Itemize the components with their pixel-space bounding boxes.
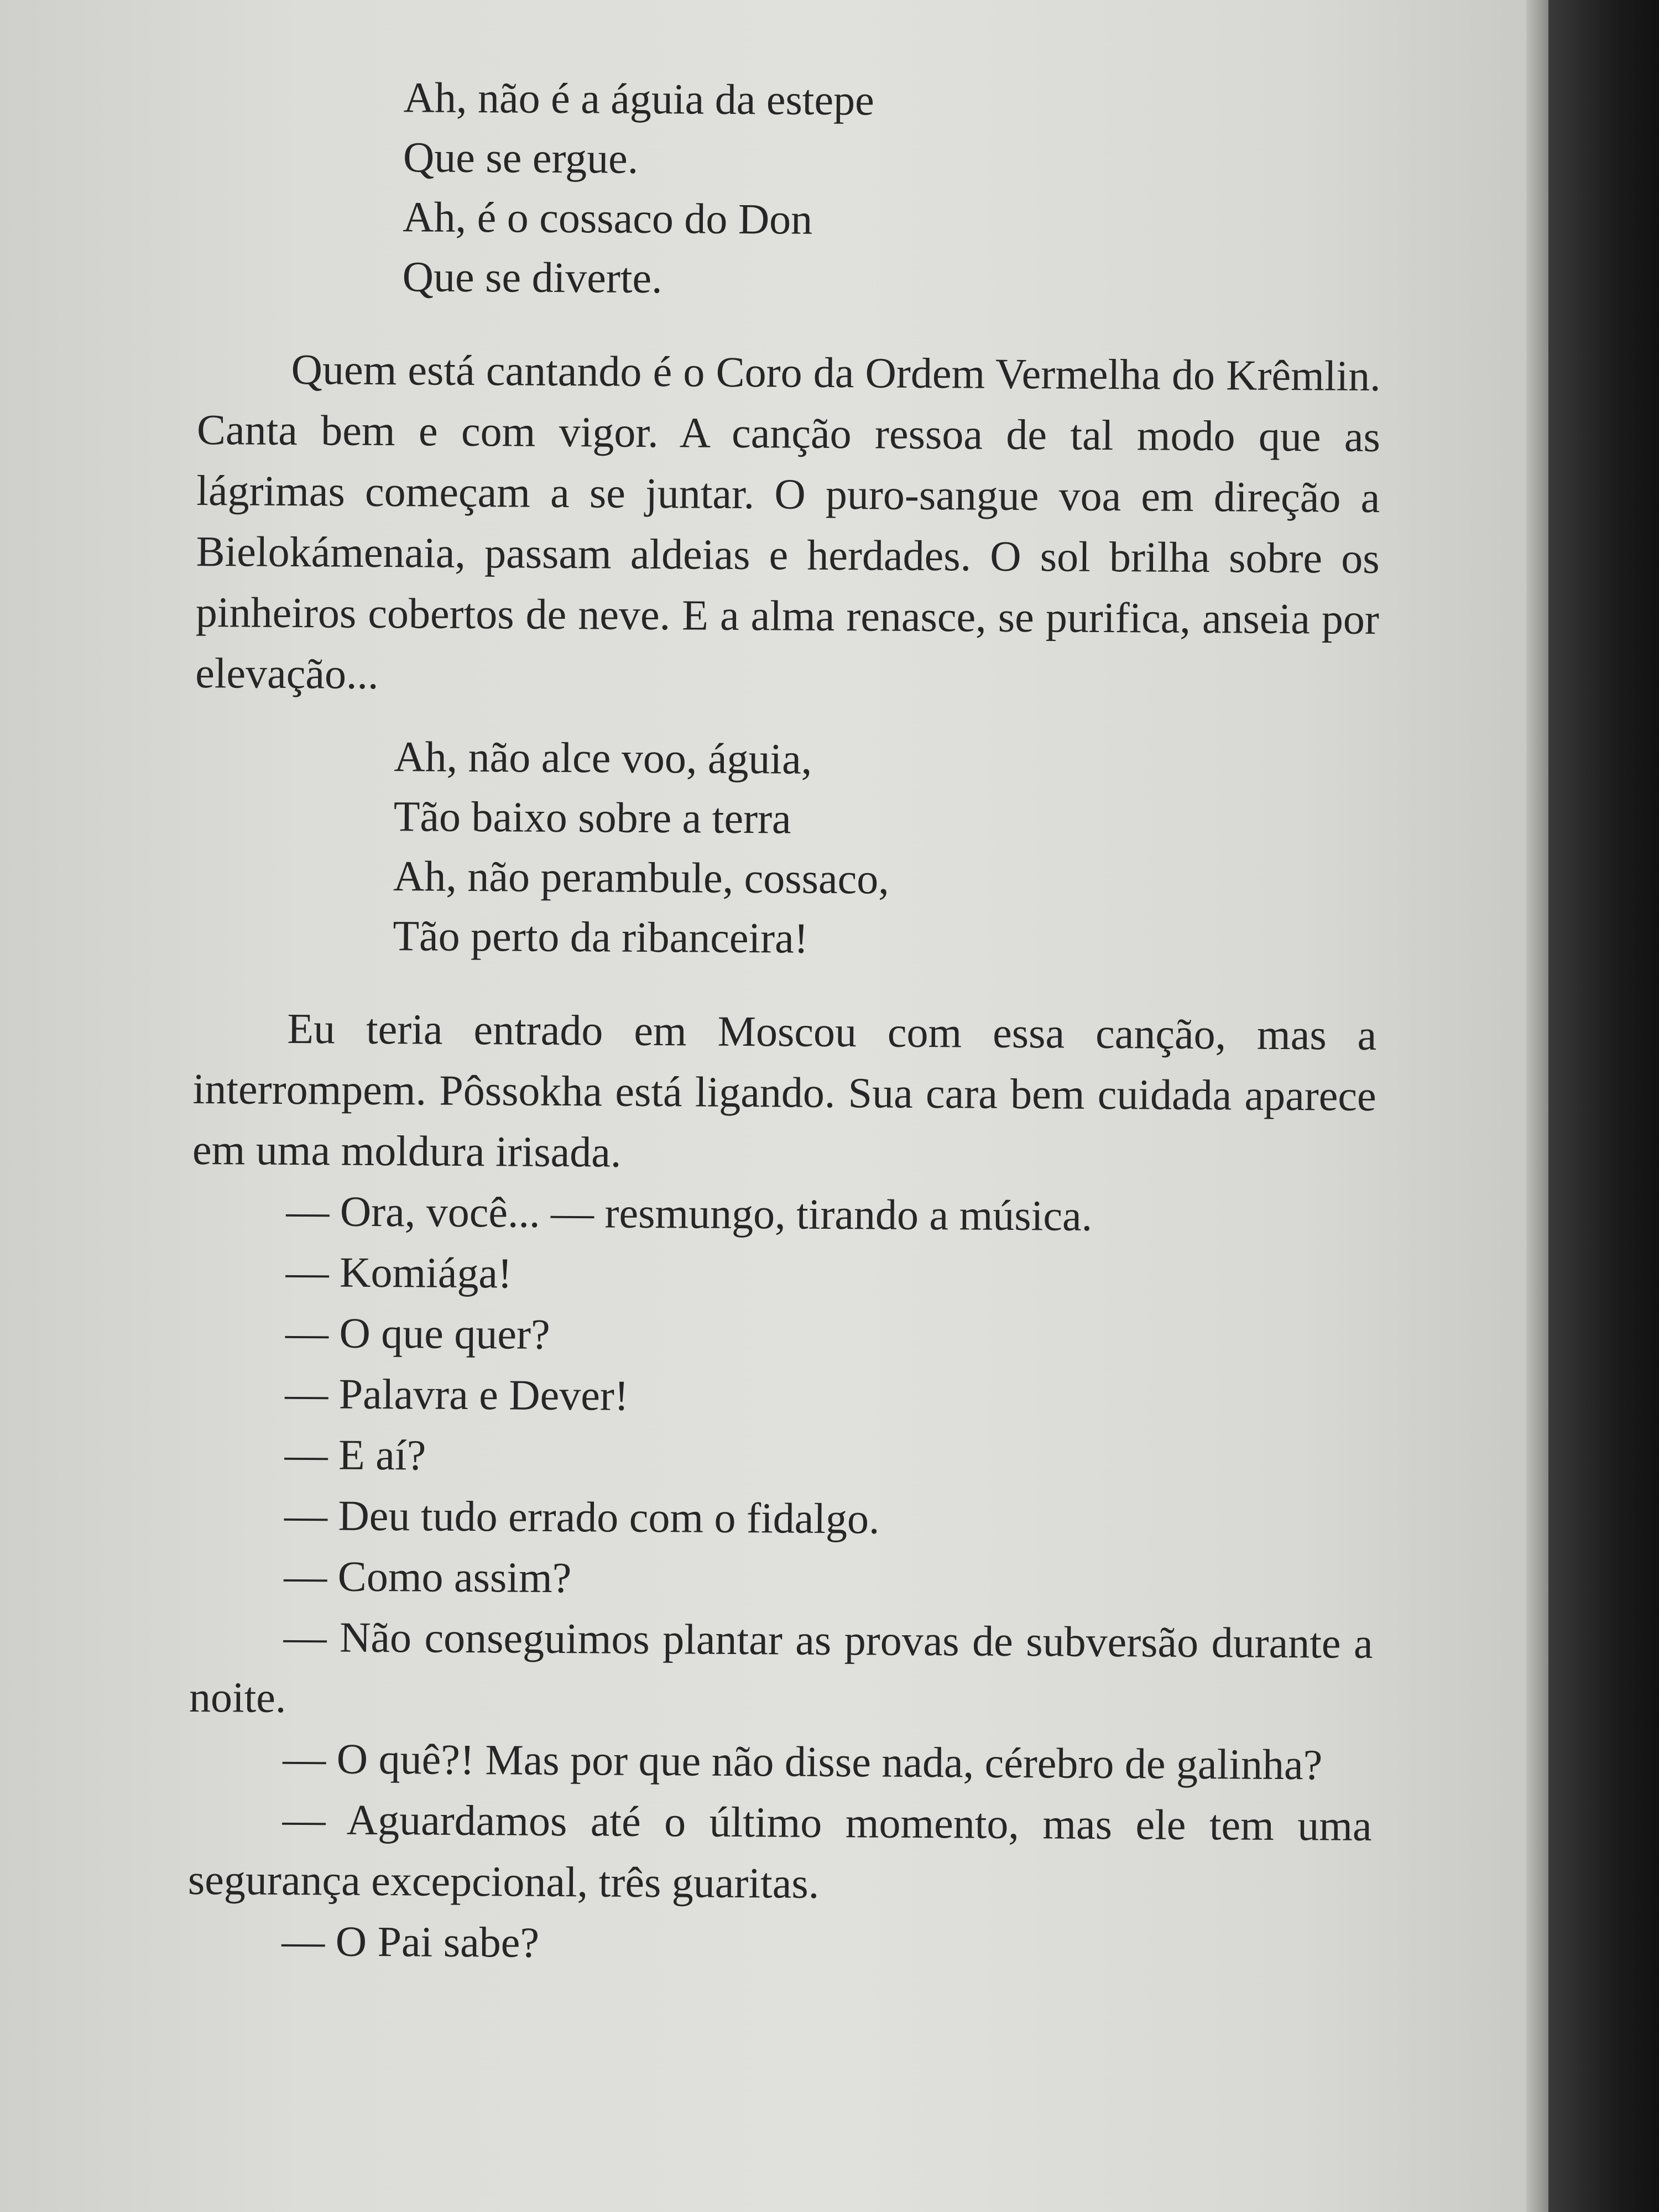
dialogue-line: — Palavra e Dever! [285,1369,629,1420]
dialogue-line: — O Pai sabe? [281,1916,540,1966]
dialogue-line: — Ora, você... — resmungo, tirando a música. [286,1187,1093,1240]
verse-stanza-1 [402,67,1383,312]
dialogue-line: — Como assim? [284,1551,572,1602]
verse-line: Tão perto da ribanceira! [393,911,809,962]
page-edge-shadow [1526,0,1548,2212]
paragraph-text: Quem está cantando é o Coro da Ordem Vermelha do Krêmlin. Canta bem e com vigor. A canção ressoa de tal modo que as lágrimas começam a se juntar. O puro-sangue voa em direção a Bielokámenaia, passam aldeias e herdades. O sol brilha sobre os pinheiros cobertos de neve. E a alma renasce, se purifica, anseia por elevação... [195,345,1381,698]
dialogue-line: — Deu tudo errado com o fidalgo. [284,1490,880,1543]
dialogue-line: — Komiága! [285,1247,513,1297]
book-cover-background [1548,0,1659,2212]
paragraph-2 [192,998,1377,1187]
paragraph-text: Eu teria entrado em Moscou com essa canção, mas a interrompem. Pôssokha está ligando. Sua cara bem cuidada aparece em uma moldura irisada. [192,1004,1377,1176]
verse-line: Tão baixo sobre a terra [393,792,791,843]
verse-line: Ah, não é a águia da estepe [403,73,875,124]
verse-line: Ah, não perambule, cossaco, [393,852,890,903]
verse-stanza-2 [393,727,1379,972]
verse-line: Que se diverte. [402,252,662,302]
page-text [187,66,1383,1978]
dialogue-line: — E aí? [284,1430,426,1479]
dialogue-line: — Não conseguimos plantar as provas de subversão durante a noite. [189,1612,1373,1722]
verse-line: Ah, não alce voo, águia, [394,732,812,783]
dialogue-line: — Aguardamos até o último momento, mas ele tem uma segurança excepcional, três guaritas. [187,1794,1372,1907]
dialogue-block [187,1180,1376,1978]
dialogue-line: — O quê?! Mas por que não disse nada, cérebro de galinha? [283,1734,1323,1789]
dialogue-line: — O que quer? [285,1308,550,1358]
paragraph-1 [195,338,1381,711]
verse-line: Ah, é o cossaco do Don [403,192,813,243]
verse-line: Que se ergue. [403,133,639,182]
